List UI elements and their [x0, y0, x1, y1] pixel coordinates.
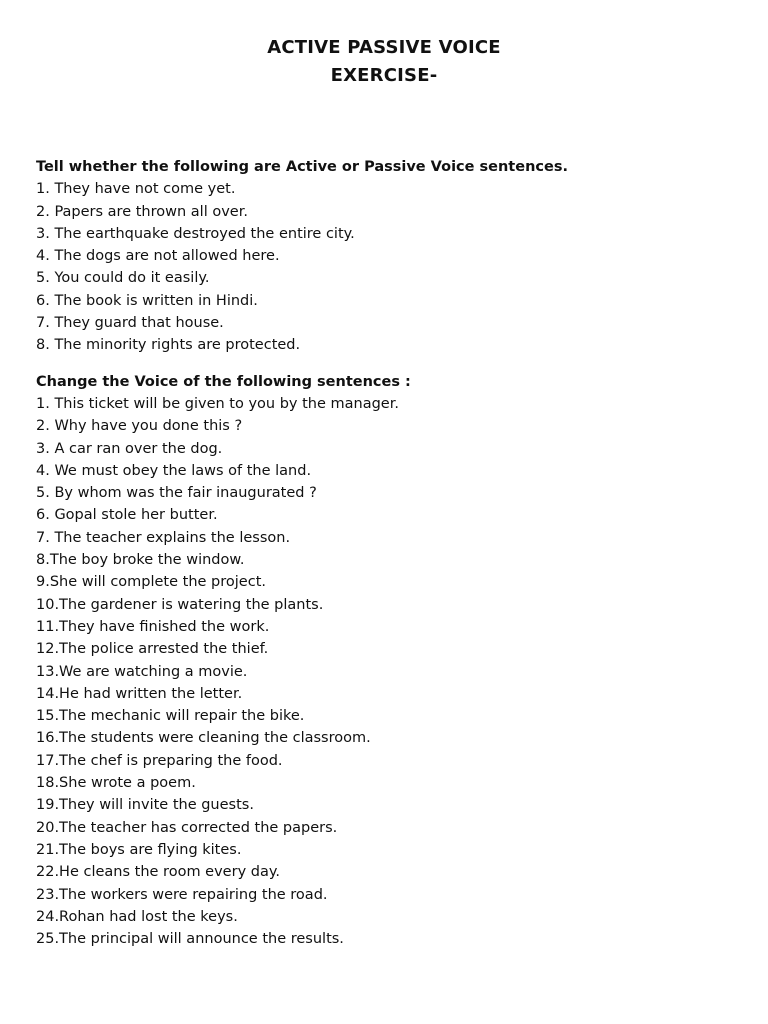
list-item: 6. Gopal stole her butter.: [36, 507, 218, 524]
list-item: 4. We must obey the laws of the land.: [36, 462, 312, 479]
list-item: 9.She will complete the project.: [36, 574, 266, 591]
list-item: 1. They have not come yet.: [36, 181, 236, 198]
list-item: 8. The minority rights are protected.: [36, 337, 301, 354]
list-item: 7. The teacher explains the lesson.: [36, 529, 291, 546]
list-item: 8.The boy broke the window.: [36, 552, 245, 569]
list-item: 3. A car ran over the dog.: [36, 440, 223, 457]
page-subtitle: EXERCISE-: [330, 65, 438, 86]
section-heading: Tell whether the following are Active or Passive Voice sentences.: [36, 159, 568, 175]
list-item: 23.The workers were repairing the road.: [36, 886, 328, 903]
list-item: 20.The teacher has corrected the papers.: [36, 819, 338, 836]
list-item: 11.They have finished the work.: [36, 618, 270, 635]
list-item: 2. Why have you done this ?: [36, 418, 243, 435]
list-item: 15.The mechanic will repair the bike.: [36, 708, 305, 725]
list-item: 24.Rohan had lost the keys.: [36, 908, 238, 925]
list-item: 10.The gardener is watering the plants.: [36, 596, 324, 613]
title-block: [0, 34, 768, 90]
list-item: 14.He had written the letter.: [36, 685, 243, 702]
list-item: 12.The police arrested the thief.: [36, 641, 269, 658]
section-heading: Change the Voice of the following sentences :: [36, 373, 411, 390]
list-item: 6. The book is written in Hindi.: [36, 292, 258, 309]
list-item: 22.He cleans the room every day.: [36, 864, 280, 881]
change-voice-section: [36, 371, 736, 951]
list-item: 7. They guard that house.: [36, 315, 224, 332]
list-item: 19.They will invite the guests.: [36, 797, 254, 814]
exercise-content: [36, 156, 736, 950]
list-item: 4. The dogs are not allowed here.: [36, 248, 280, 265]
list-item: 16.The students were cleaning the classroom.: [36, 730, 371, 747]
identify-voice-section: [36, 156, 736, 357]
list-item: 17.The chef is preparing the food.: [36, 752, 283, 769]
identify-voice-list: [36, 178, 736, 356]
list-item: 3. The earthquake destroyed the entire city.: [36, 225, 355, 242]
list-item: 25.The principal will announce the results.: [36, 931, 344, 948]
list-item: 5. By whom was the fair inaugurated ?: [36, 485, 317, 502]
list-item: 21.The boys are flying kites.: [36, 841, 242, 858]
list-item: 5. You could do it easily.: [36, 270, 210, 287]
change-voice-list: [36, 393, 736, 950]
list-item: 18.She wrote a poem.: [36, 775, 196, 792]
list-item: 1. This ticket will be given to you by the manager.: [36, 395, 399, 412]
list-item: 2. Papers are thrown all over.: [36, 203, 248, 220]
list-item: 13.We are watching a movie.: [36, 663, 248, 680]
page-title: ACTIVE PASSIVE VOICE: [267, 37, 501, 58]
